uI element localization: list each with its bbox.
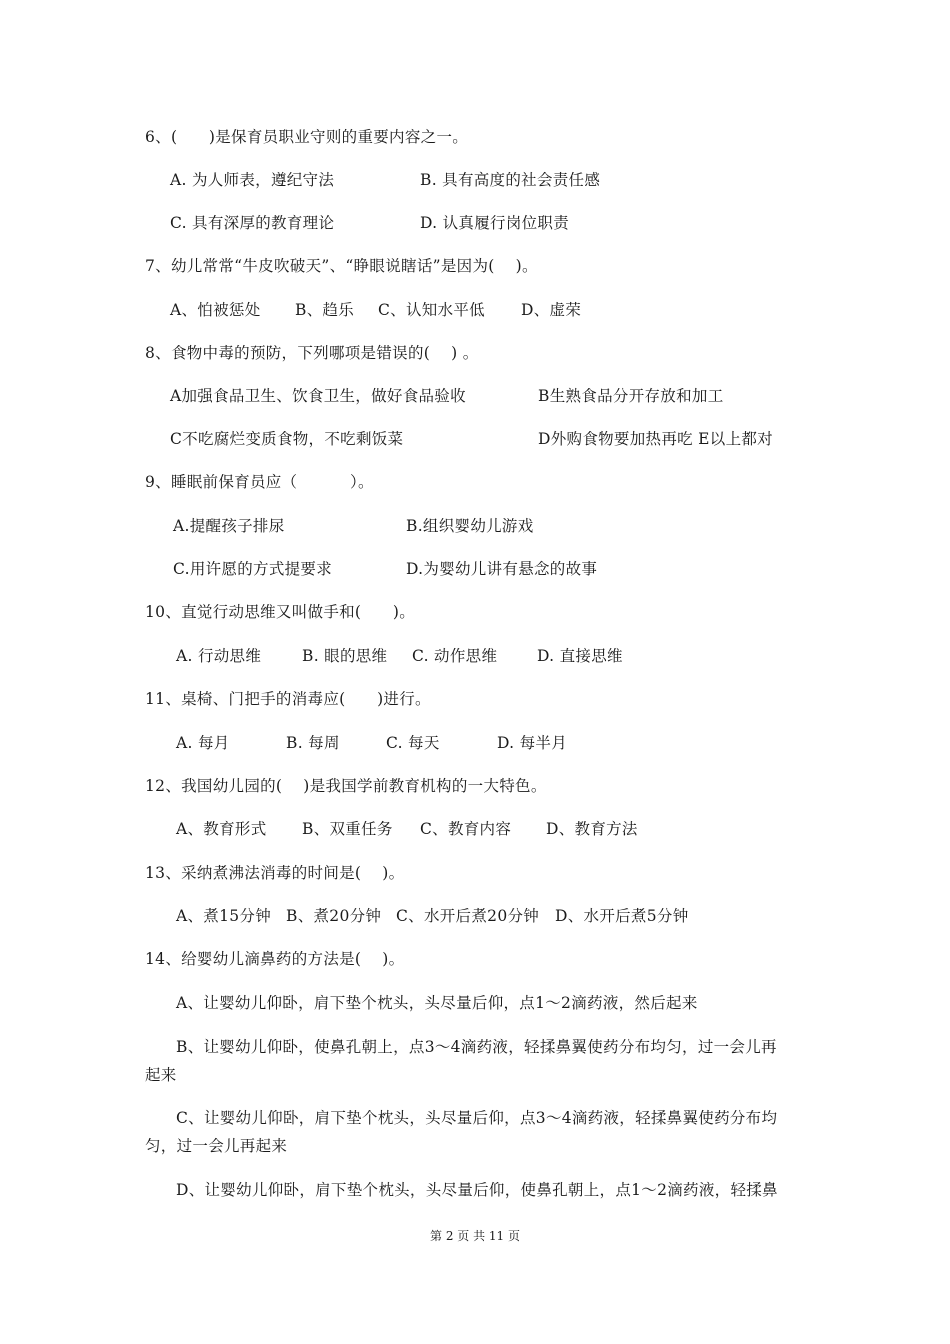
q13-option-b: B、煮20分钟	[286, 907, 382, 925]
q10-option-a: A. 行动思维	[176, 647, 262, 665]
q14-option-b: B、让婴幼儿仰卧，使鼻孔朝上，点3～4滴药液，轻揉鼻翼使药分布均匀，过一会儿再	[176, 1038, 777, 1056]
q9-stem: 9、睡眠前保育员应（ ）。	[145, 473, 374, 491]
q8-option-d: D外购食物要加热再吃 E以上都对	[538, 430, 773, 448]
q12-option-d: D、教育方法	[546, 820, 638, 838]
q8-option-c: C不吃腐烂变质食物，不吃剩饭菜	[170, 430, 404, 448]
q8-option-a: A加强食品卫生、饮食卫生，做好食品验收	[170, 387, 466, 405]
q9-option-c: C.用许愿的方式提要求	[173, 560, 333, 578]
q14-option-c: C、让婴幼儿仰卧，肩下垫个枕头，头尽量后仰，点3～4滴药液，轻揉鼻翼使药分布均	[176, 1109, 778, 1127]
q13-option-a: A、煮15分钟	[176, 907, 272, 925]
q14-option-b-continued: 起来	[145, 1066, 177, 1084]
q10-option-b: B. 眼的思维	[302, 647, 388, 665]
q14-option-d: D、让婴幼儿仰卧，肩下垫个枕头，头尽量后仰，使鼻孔朝上，点1～2滴药液，轻揉鼻	[176, 1181, 778, 1199]
q11-option-d: D. 每半月	[497, 734, 568, 752]
q12-option-c: C、教育内容	[420, 820, 512, 838]
q12-option-a: A、教育形式	[176, 820, 267, 838]
q14-option-c-continued: 匀，过一会儿再起来	[145, 1137, 288, 1155]
q6-stem: 6、( )是保育员职业守则的重要内容之一。	[145, 128, 469, 146]
q7-option-a: A、怕被惩处	[170, 301, 261, 319]
q11-option-b: B. 每周	[286, 734, 340, 752]
q8-stem: 8、食物中毒的预防，下列哪项是错误的( ) 。	[145, 344, 479, 362]
q6-option-c: C. 具有深厚的教育理论	[170, 214, 335, 232]
q14-option-a: A、让婴幼儿仰卧，肩下垫个枕头，头尽量后仰，点1～2滴药液，然后起来	[176, 994, 698, 1012]
q7-stem: 7、幼儿常常“牛皮吹破天”、“睁眼说瞎话”是因为( )。	[145, 257, 538, 275]
q9-option-d: D.为婴幼儿讲有悬念的故事	[406, 560, 598, 578]
q12-option-b: B、双重任务	[302, 820, 393, 838]
q8-option-b: B生熟食品分开存放和加工	[538, 387, 724, 405]
q7-option-c: C、认知水平低	[378, 301, 485, 319]
q9-option-a: A.提醒孩子排尿	[173, 517, 285, 535]
q13-option-d: D、水开后煮5分钟	[555, 907, 689, 925]
q13-option-c: C、水开后煮20分钟	[396, 907, 540, 925]
q11-stem: 11、桌椅、门把手的消毒应( )进行。	[145, 690, 431, 708]
q11-option-c: C. 每天	[386, 734, 440, 752]
q10-option-d: D. 直接思维	[537, 647, 623, 665]
q9-option-b: B.组织婴幼儿游戏	[406, 517, 534, 535]
q7-option-d: D、虚荣	[521, 301, 582, 319]
q10-option-c: C. 动作思维	[412, 647, 498, 665]
q11-option-a: A. 每月	[176, 734, 230, 752]
q13-stem: 13、采纳煮沸法消毒的时间是( )。	[145, 864, 405, 882]
q12-stem: 12、我国幼儿园的( )是我国学前教育机构的一大特色。	[145, 777, 547, 795]
page-number: 第 2 页 共 11 页	[430, 1229, 520, 1243]
q14-stem: 14、给婴幼儿滴鼻药的方法是( )。	[145, 950, 405, 968]
q10-stem: 10、直觉行动思维又叫做手和( )。	[145, 603, 416, 621]
q6-option-a: A. 为人师表，遵纪守法	[170, 171, 335, 189]
q6-option-b: B. 具有高度的社会责任感	[420, 171, 601, 189]
q7-option-b: B、趋乐	[295, 301, 355, 319]
q6-option-d: D. 认真履行岗位职责	[420, 214, 570, 232]
